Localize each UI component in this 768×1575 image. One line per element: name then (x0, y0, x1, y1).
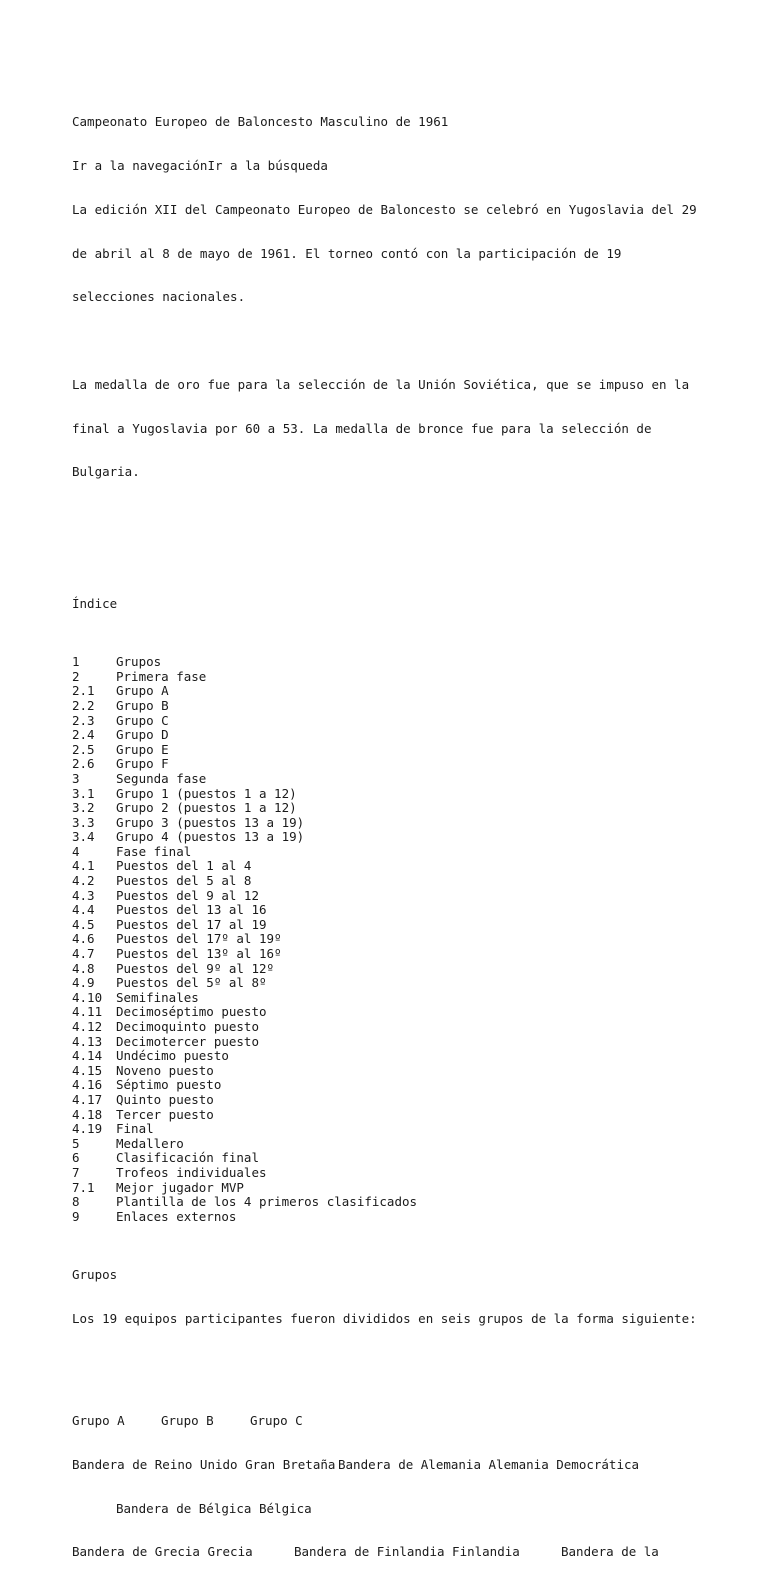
toc-link[interactable]: Puestos del 17 al 19 (116, 916, 267, 932)
toc-number: 4.2 (72, 873, 95, 889)
intro-line: de abril al 8 de mayo de 1961. El torneo contó con la participación de 19 (72, 245, 622, 261)
toc-link[interactable]: Tercer puesto (116, 1106, 214, 1122)
toc-number: 4.14 (72, 1048, 103, 1064)
toc-link[interactable]: Grupos (116, 654, 162, 670)
group-header-row (72, 1414, 732, 1429)
toc-number: 4.10 (72, 989, 103, 1005)
toc-link[interactable]: Grupo C (116, 712, 169, 728)
toc-number: 2.5 (72, 741, 95, 757)
group-header: Grupo C (250, 1413, 303, 1429)
toc-item[interactable] (72, 1195, 732, 1210)
toc-number: 2.2 (72, 697, 95, 713)
toc-number: 3 (72, 770, 80, 786)
toc-link[interactable]: Grupo 3 (puestos 13 a 19) (116, 814, 305, 830)
toc-link[interactable]: Grupo F (116, 756, 169, 772)
toc-link[interactable]: Grupo 1 (puestos 1 a 12) (116, 785, 297, 801)
toc-item[interactable] (72, 889, 732, 904)
toc-item[interactable] (72, 918, 732, 933)
toc-link[interactable]: Primera fase (116, 668, 207, 684)
toc-item[interactable] (72, 1122, 732, 1137)
spacer (72, 509, 732, 524)
toc-link[interactable]: Puestos del 5º al 8º (116, 975, 267, 991)
group-header: Grupo B (161, 1413, 214, 1429)
table-of-contents (72, 655, 732, 1224)
toc-link[interactable]: Grupo E (116, 741, 169, 757)
group-team: Bandera de Bélgica Bélgica (116, 1500, 312, 1516)
toc-heading: Índice (72, 595, 118, 611)
toc-item[interactable] (72, 874, 732, 889)
spacer (72, 553, 732, 568)
toc-number: 7 (72, 1164, 80, 1180)
toc-item[interactable] (72, 991, 732, 1006)
toc-link[interactable]: Séptimo puesto (116, 1077, 222, 1093)
groups-heading: Grupos (72, 1267, 118, 1283)
toc-number: 4.19 (72, 1121, 103, 1137)
group-row (72, 1502, 732, 1517)
toc-item[interactable] (72, 830, 732, 845)
toc-link[interactable]: Trofeos individuales (116, 1164, 267, 1180)
spacer (72, 1356, 732, 1371)
toc-item[interactable] (72, 1210, 732, 1225)
toc-number: 5 (72, 1135, 80, 1151)
toc-number: 3.2 (72, 800, 95, 816)
toc-item[interactable] (72, 947, 732, 962)
toc-number: 1 (72, 654, 80, 670)
document-page (72, 86, 732, 1575)
toc-link[interactable]: Plantilla de los 4 primeros clasificados (116, 1194, 418, 1210)
toc-link[interactable]: Puestos del 9 al 12 (116, 887, 259, 903)
toc-link[interactable]: Decimoséptimo puesto (116, 1004, 267, 1020)
toc-link[interactable]: Grupo B (116, 697, 169, 713)
toc-link[interactable]: Decimoquinto puesto (116, 1019, 259, 1034)
toc-item[interactable] (72, 743, 732, 758)
toc-number: 4.1 (72, 858, 95, 874)
toc-link[interactable]: Final (116, 1121, 154, 1137)
group-team: Bandera de la (561, 1544, 659, 1560)
toc-number: 2.3 (72, 712, 95, 728)
group-team: Bandera de Grecia Grecia (72, 1544, 253, 1560)
toc-link[interactable]: Undécimo puesto (116, 1048, 229, 1064)
toc-link[interactable]: Puestos del 13 al 16 (116, 902, 267, 918)
page-title: Campeonato Europeo de Baloncesto Masculino de 1961 (72, 114, 449, 130)
toc-number: 2.1 (72, 683, 95, 699)
toc-number: 4.9 (72, 975, 95, 991)
toc-link[interactable]: Medallero (116, 1135, 184, 1151)
toc-link[interactable]: Mejor jugador MVP (116, 1179, 244, 1195)
toc-number: 7.1 (72, 1179, 95, 1195)
toc-item[interactable] (72, 1005, 732, 1020)
toc-link[interactable]: Grupo A (116, 683, 169, 699)
toc-link[interactable]: Grupo D (116, 727, 169, 743)
group-team: Bandera de Alemania Alemania Democrática (338, 1456, 640, 1472)
toc-number: 4 (72, 843, 80, 859)
toc-link[interactable]: Grupo 2 (puestos 1 a 12) (116, 800, 297, 816)
toc-item[interactable] (72, 1064, 732, 1079)
toc-item[interactable] (72, 714, 732, 729)
toc-number: 4.13 (72, 1033, 103, 1049)
toc-number: 4.8 (72, 960, 95, 976)
toc-link[interactable]: Puestos del 9º al 12º (116, 960, 275, 976)
toc-item[interactable] (72, 1020, 732, 1035)
toc-number: 8 (72, 1194, 80, 1210)
toc-link[interactable]: Puestos del 13º al 16º (116, 946, 282, 962)
toc-item[interactable] (72, 787, 732, 802)
group-header: Grupo A (72, 1413, 125, 1429)
toc-link[interactable]: Semifinales (116, 989, 199, 1005)
toc-item[interactable] (72, 655, 732, 670)
toc-item[interactable] (72, 859, 732, 874)
nav-skip-links[interactable]: Ir a la navegaciónIr a la búsqueda (72, 157, 328, 173)
toc-item[interactable] (72, 772, 732, 787)
toc-item[interactable] (72, 1049, 732, 1064)
toc-link[interactable]: Puestos del 5 al 8 (116, 873, 252, 889)
toc-item[interactable] (72, 976, 732, 991)
group-row (72, 1458, 732, 1473)
toc-number: 3.4 (72, 829, 95, 845)
toc-number: 2.6 (72, 756, 95, 772)
toc-link[interactable]: Decimotercer puesto (116, 1033, 259, 1049)
toc-link[interactable]: Enlaces externos (116, 1208, 237, 1224)
toc-number: 4.6 (72, 931, 95, 947)
toc-number: 3.3 (72, 814, 95, 830)
toc-link[interactable]: Noveno puesto (116, 1062, 214, 1078)
toc-item[interactable] (72, 1181, 732, 1196)
toc-number: 4.4 (72, 902, 95, 918)
toc-item[interactable] (72, 670, 732, 685)
group-team: Bandera de Finlandia Finlandia (294, 1544, 520, 1560)
medals-line: La medalla de oro fue para la selección de la Unión Soviética, que se impuso en la (72, 376, 690, 392)
toc-number: 4.18 (72, 1106, 103, 1122)
toc-link[interactable]: Segunda fase (116, 770, 207, 786)
toc-item[interactable] (72, 962, 732, 977)
toc-item[interactable] (72, 1151, 732, 1166)
toc-number: 4.11 (72, 1004, 103, 1020)
toc-item[interactable] (72, 932, 732, 947)
group-row (72, 1545, 732, 1560)
toc-item[interactable] (72, 1166, 732, 1181)
toc-number: 4.15 (72, 1062, 103, 1078)
intro-line: La edición XII del Campeonato Europeo de Baloncesto se celebró en Yugoslavia del 29 (72, 201, 697, 217)
toc-number: 9 (72, 1208, 80, 1224)
toc-link[interactable]: Quinto puesto (116, 1091, 214, 1107)
intro-line: selecciones nacionales. (72, 289, 246, 305)
medals-line: Bulgaria. (72, 464, 140, 480)
toc-number: 3.1 (72, 785, 95, 801)
toc-item[interactable] (72, 1108, 732, 1123)
toc-item[interactable] (72, 1093, 732, 1108)
groups-intro: Los 19 equipos participantes fueron divididos en seis grupos de la forma siguiente: (72, 1310, 697, 1326)
toc-link[interactable]: Clasificación final (116, 1150, 259, 1166)
spacer (72, 334, 732, 349)
toc-link[interactable]: Puestos del 17º al 19º (116, 931, 282, 947)
toc-item[interactable] (72, 1137, 732, 1152)
toc-item[interactable] (72, 816, 732, 831)
toc-number: 6 (72, 1150, 80, 1166)
toc-item[interactable] (72, 728, 732, 743)
toc-item[interactable] (72, 903, 732, 918)
toc-number: 4.7 (72, 946, 95, 962)
toc-number: 4.17 (72, 1091, 103, 1107)
toc-number: 4.12 (72, 1019, 103, 1034)
toc-item[interactable] (72, 845, 732, 860)
toc-number: 4.16 (72, 1077, 103, 1093)
toc-item[interactable] (72, 801, 732, 816)
toc-item[interactable] (72, 1035, 732, 1050)
medals-line: final a Yugoslavia por 60 a 53. La medalla de bronce fue para la selección de (72, 420, 652, 436)
toc-number: 4.5 (72, 916, 95, 932)
toc-item[interactable] (72, 757, 732, 772)
toc-link[interactable]: Grupo 4 (puestos 13 a 19) (116, 829, 305, 845)
toc-number: 4.3 (72, 887, 95, 903)
toc-item[interactable] (72, 1078, 732, 1093)
toc-link[interactable]: Fase final (116, 843, 192, 859)
toc-number: 2.4 (72, 727, 95, 743)
toc-link[interactable]: Puestos del 1 al 4 (116, 858, 252, 874)
toc-item[interactable] (72, 699, 732, 714)
group-team: Bandera de Reino Unido Gran Bretaña (72, 1456, 336, 1472)
toc-number: 2 (72, 668, 80, 684)
toc-item[interactable] (72, 684, 732, 699)
